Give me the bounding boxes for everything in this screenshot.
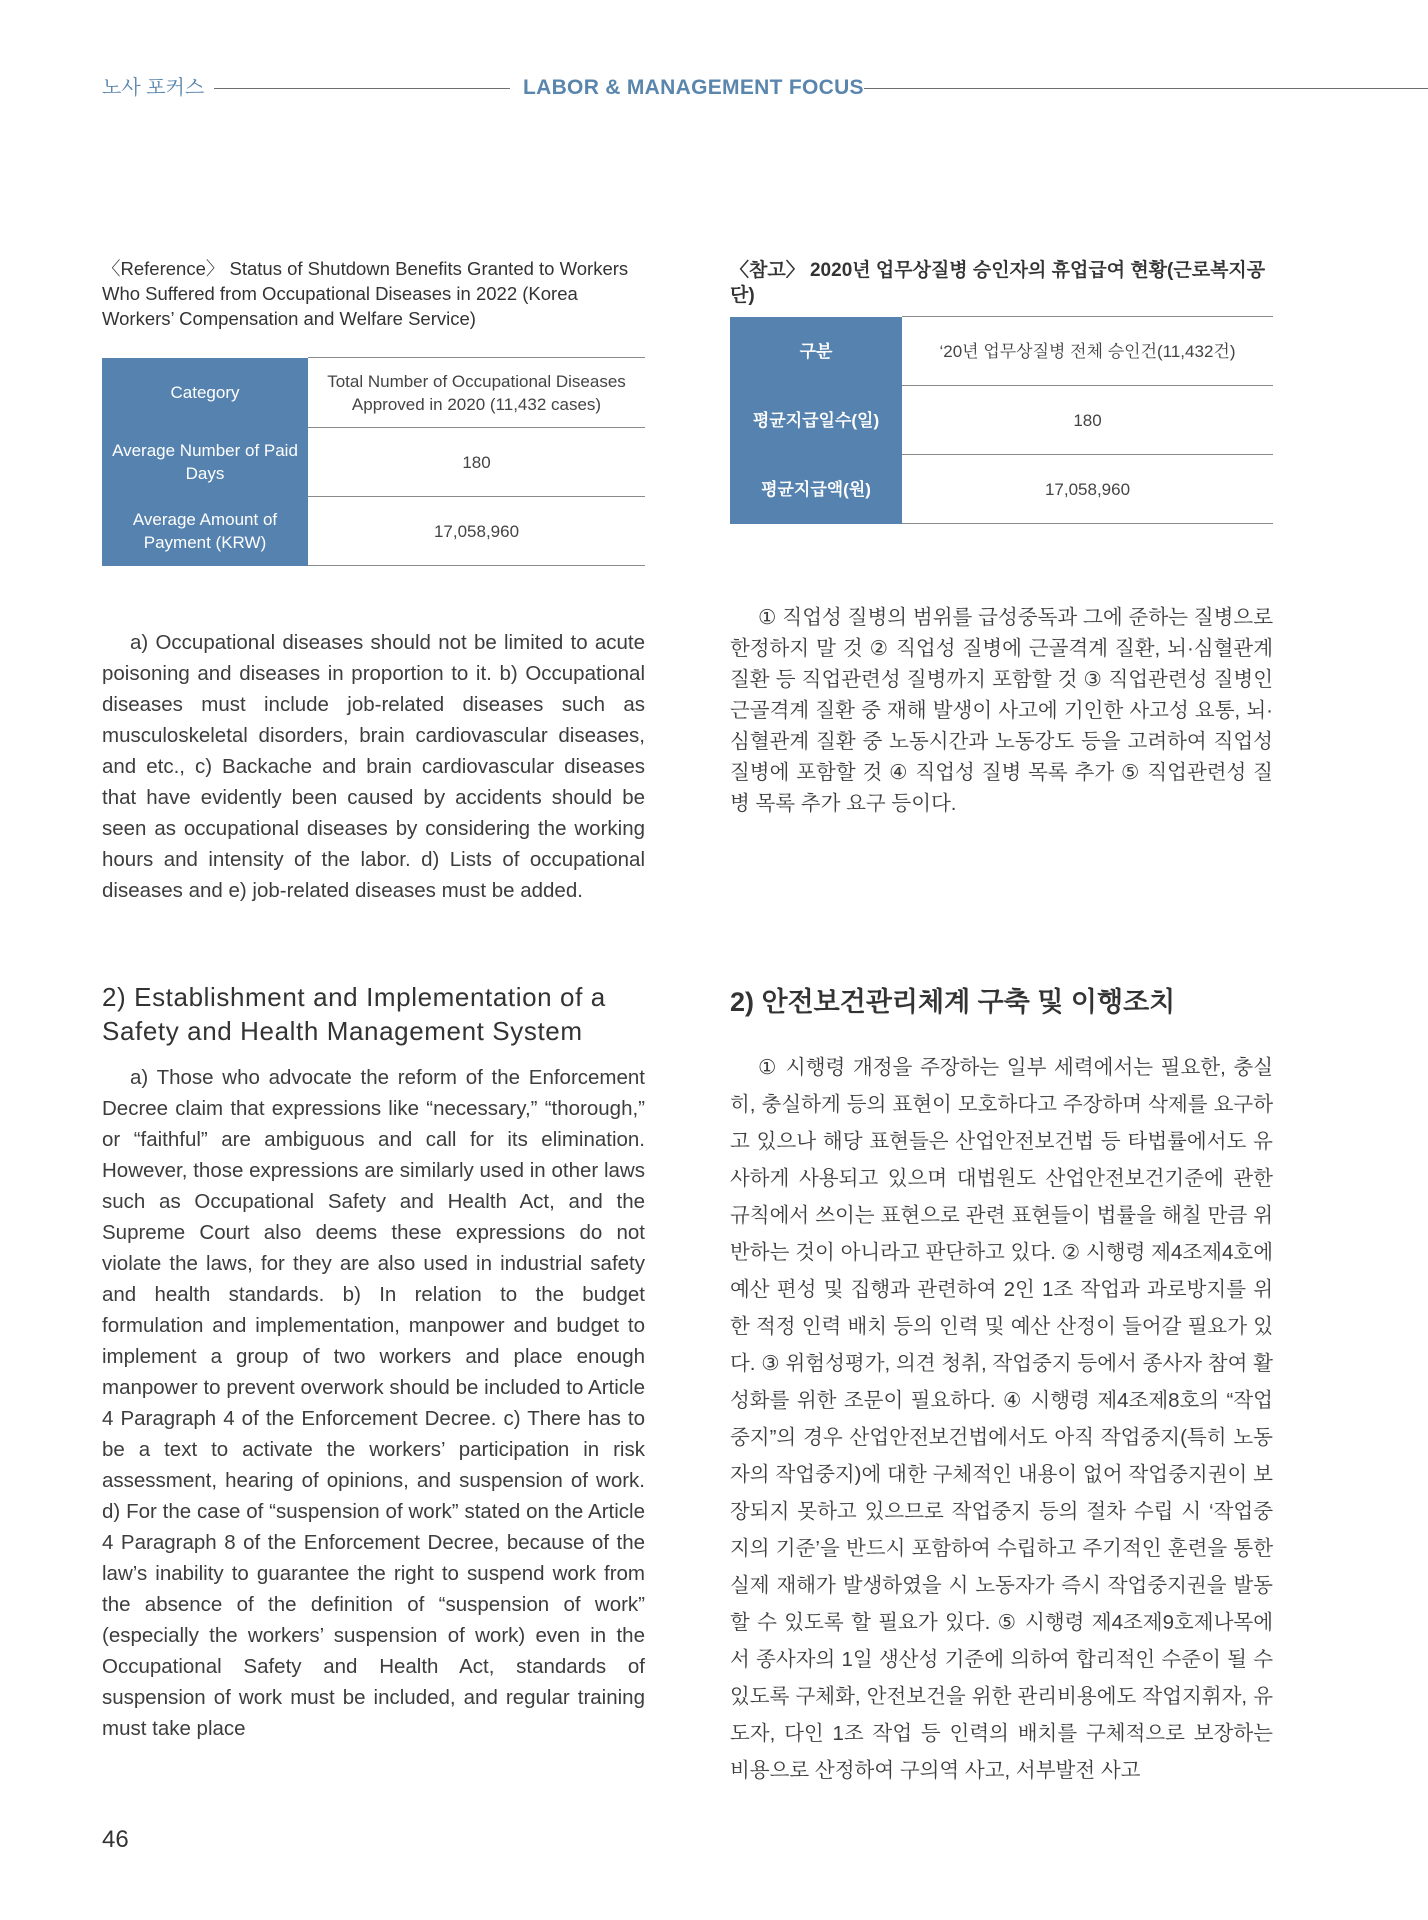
- body-text: ① 직업성 질병의 범위를 급성중독과 그에 준하는 질병으로 한정하지 말 것 ② 직업성 질병에 근골격계 질환, 뇌·심혈관계 질환 등 직업관련성 질병까지 포함할 것 ③ 직업관련성 질병인 근골격계 질환 중 재해 발생이 사고에 기인한 사고성 요통, 뇌·심혈관계 질환 중 노동시간과 노동강도 등을 고려하여 직업성 질병에 포함할 것 ④ 직업성 질병 목록 추가 ⑤ 직업관련성 질병 목록 추가 요구 등이다.: [730, 606, 1273, 815]
- reference-title-kr: 〈참고〉 2020년 업무상질병 승인자의 휴업급여 현황(근로복지공단): [730, 260, 1266, 306]
- table-header-cell: 구분: [730, 317, 902, 386]
- reference-table-en: [102, 357, 645, 566]
- table-value-cell: 180: [308, 428, 645, 497]
- body-text: a) Those who advocate the reform of the Enforcement Decree claim that expressions like “necessary,” “thorough,” or “faithful” are ambiguous and call for its elimination. However, those expressions are similarly used in other laws such as Occupational Safety and Health Act, and the Supreme Court also deems these expressions do not violate the laws, for they are also used in industrial safety and health standards. b) In relation to the budget formulation and implementation, manpower and budget to implement a group of two workers and place enough manpower to prevent overwork should be included to Article 4 Paragraph 4 of the Enforcement Decree. c) There has to be a text to activate the workers’ participation in risk assessment, hearing of opinions, and suspension of work. d) For the case of “suspension of work” stated on the Article 4 Paragraph 8 of the Enforcement Decree, because of the law’s inability to guarantee the right to suspend work from the absence of the definition of “suspension of work” (especially the workers’ suspension of work) even in the Occupational Safety and Health Act, standards of suspension of work must be included, and regular training must take place: [102, 1066, 645, 1740]
- table-value-cell: 17,058,960: [308, 497, 645, 566]
- section-heading-kr: 2) 안전보건관리체계 구축 및 이행조치: [730, 987, 1176, 1017]
- table-header-cell: 평균지급액(원): [730, 455, 902, 524]
- header-rule-left: [214, 88, 510, 89]
- reference-title-en: 〈Reference〉 Status of Shutdown Benefits Granted to Workers Who Suffered from Occupational Diseases in 2022 (Korea Workers’ Compensation and Welfare Service): [102, 258, 629, 329]
- paragraph-kr-1: [730, 602, 1273, 819]
- paragraph-kr-2: [730, 1049, 1273, 1789]
- table-row: [102, 358, 645, 428]
- table-row: [102, 428, 645, 497]
- reference-table-kr: [730, 316, 1273, 524]
- table-row: [730, 455, 1273, 524]
- table-header-cell: Average Number of Paid Days: [102, 428, 308, 497]
- table-value-cell: ‘20년 업무상질병 전체 승인건(11,432건): [902, 317, 1273, 386]
- body-text: ① 시행령 개정을 주장하는 일부 세력에서는 필요한, 충실히, 충실하게 등의 표현이 모호하다고 주장하며 삭제를 요구하고 있으나 해당 표현들은 산업안전보건법 등 타법률에서도 유사하게 사용되고 있으며 대법원도 산업안전보건기준에 관한 규칙에서 쓰이는 표현으로 관련 표현들이 법률을 해칠 만큼 위반하는 것이 아니라고 판단하고 있다. ② 시행령 제4조제4호에 예산 편성 및 집행과 관련하여 2인 1조 작업과 과로방지를 위한 적정 인력 배치 등의 인력 및 예산 산정이 들어갈 필요가 있다. ③ 위험성평가, 의견 청취, 작업중지 등에서 종사자 참여 활성화를 위한 조문이 필요하다. ④ 시행령 제4조제8호의 “작업중지”의 경우 산업안전보건법에서도 아직 작업중지(특히 노동자의 작업중지)에 대한 구체적인 내용이 없어 작업중지권이 보장되지 못하고 있으므로 작업중지 등의 절차 수립 시 ‘작업중지의 기준’을 반드시 포함하여 수립하고 주기적인 훈련을 통한 실제 재해가 발생하였을 시 노동자가 즉시 작업중지권을 발동할 수 있도록 할 필요가 있다. ⑤ 시행령 제4조제9호제나목에서 종사자의 1일 생산성 기준에 의하여 합리적인 수준이 될 수 있도록 구체화, 안전보건을 위한 관리비용에도 작업지휘자, 유도자, 다인 1조 작업 등 인력의 배치를 구체적으로 보장하는 비용으로 산정하여 구의역 사고, 서부발전 사고: [730, 1056, 1273, 1782]
- header-rule-right: [864, 88, 1428, 89]
- table-value-cell: 17,058,960: [902, 455, 1273, 524]
- table-value-cell: 180: [902, 386, 1273, 455]
- table-header-cell: 평균지급일수(일): [730, 386, 902, 455]
- page-number: 46: [102, 1826, 129, 1853]
- page-header: [0, 76, 1428, 106]
- paragraph-en-1: [102, 627, 645, 906]
- body-text: a) Occupational diseases should not be limited to acute poisoning and diseases in proportion to it. b) Occupational diseases must include job-related diseases such as musculoskeletal disorders, brain cardiovascular diseases, and etc., c) Backache and brain cardiovascular diseases that have evidently been caused by accidents should be seen as occupational diseases by considering the working hours and intensity of the labor. d) Lists of occupational diseases and e) job-related diseases must be added.: [102, 631, 645, 902]
- table-header-cell: Average Amount of Payment (KRW): [102, 497, 308, 566]
- paragraph-en-2: [102, 1062, 645, 1744]
- section-label-kr: 노사 포커스: [102, 77, 205, 99]
- table-row: [730, 386, 1273, 455]
- table-header-cell: Category: [102, 358, 308, 428]
- table-value-cell: Total Number of Occupational Diseases Approved in 2020 (11,432 cases): [308, 358, 645, 428]
- section-heading-en: 2) Establishment and Implementation of a Safety and Health Management System: [102, 982, 606, 1046]
- table-row: [102, 497, 645, 566]
- table-row: [730, 317, 1273, 386]
- section-label-en: LABOR & MANAGEMENT FOCUS: [523, 76, 864, 99]
